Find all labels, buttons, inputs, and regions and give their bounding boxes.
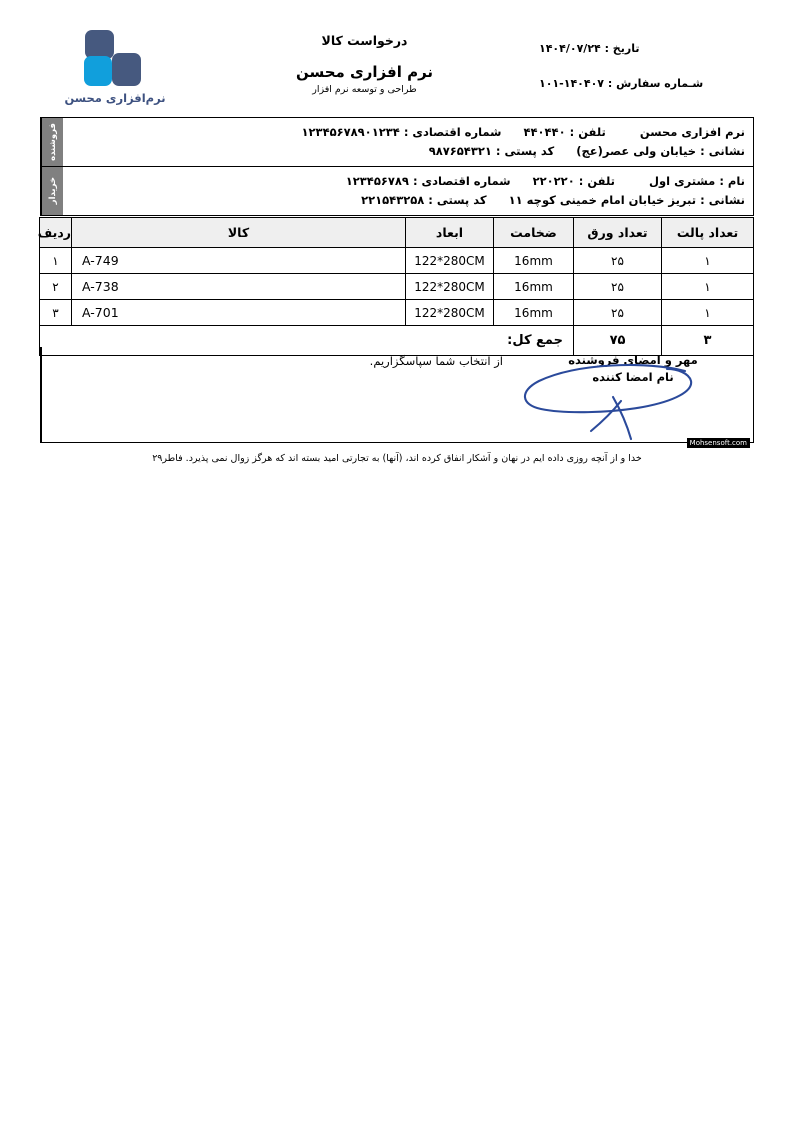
cell-kala: A-738 [72,274,406,300]
thanks-area [41,347,513,442]
cell-kala: A-749 [72,248,406,274]
title-block [190,28,539,96]
seller-line-2 [71,142,745,161]
cell-radif: ۱ [40,248,72,274]
seller-line-1 [71,123,745,142]
cell-palet: ۱ [662,300,754,326]
buyer-tab [41,167,63,215]
buyer-name-value: مشتری اول [649,173,716,188]
buyer-line-1 [71,172,745,191]
buyer-phone-label: تلفن : [578,173,615,188]
site-watermark: Mohsensoft.com [687,438,750,448]
column-header-varagh: تعداد ورق [574,218,662,248]
cell-abaad: 122*280CM [406,274,494,300]
company-name: نرم افزاری محسن [295,62,434,81]
logo-wordmark: نرم‌افزاری محسن [64,91,166,105]
signature-label-signer: نام امضا کننده [592,369,674,384]
brand-logo [40,28,190,105]
buyer-postal-value: ۲۲۱۵۴۳۲۵۸ [361,192,425,207]
buyer-line-2 [71,191,745,210]
seller-phone-label: تلفن : [569,125,606,139]
footer-box [40,347,754,443]
company-tagline: طراحی و توسعه نرم افزار [312,84,417,96]
signature-label-seller: مهر و امضای فروشنده [568,353,698,367]
table-row [40,248,754,274]
signature-area [513,347,753,442]
seller-row [41,118,753,166]
buyer-tab-label: خریدار [47,177,58,205]
goods-table-head [37,218,754,248]
logo-square-top [85,30,114,59]
document-header [40,28,754,114]
cell-radif: ۳ [40,300,72,326]
buyer-row [41,166,753,215]
cell-zekhamat: 16mm [494,248,574,274]
seller-phone-value: ۴۴۰۴۴۰ [523,125,566,139]
goods-table-body [40,248,754,356]
buyer-econ-value: ۱۲۳۴۵۶۷۸۹ [345,173,409,188]
total-palet: ۳ [662,326,754,356]
date-line: تاریخ : ۱۴۰۴/۰۷/۲۴ [539,42,640,55]
buyer-address-value: تبریز خیابان امام خمینی کوچه ۱۱ [508,192,697,207]
seller-name: نرم افزاری محسن [639,125,745,139]
buyer-phone-value: ۲۲۰۲۲۰ [532,173,575,188]
cell-zekhamat: 16mm [494,300,574,326]
column-header-kala: کالا [72,218,406,248]
buyer-name-label: نام : [719,173,745,188]
buyer-econ-label: شماره اقتصادی : [412,173,511,188]
column-header-zekhamat: ضخامت [494,218,574,248]
table-row [40,300,754,326]
seller-details [63,118,753,166]
quran-verse: خدا و از آنچه روزی داده ایم در نهان و آشکار انفاق کرده اند، (آنها) به تجارتی امید بسته اند که هرگز زوال نمی پذیرد. فاطر۲۹ [152,453,642,464]
cell-palet: ۱ [662,248,754,274]
seller-postal-label: کد پستی : [495,143,555,158]
logo-mark-icon [79,30,151,88]
handwritten-signature [517,357,753,441]
document-meta [539,28,754,90]
cell-kala: A-701 [72,300,406,326]
cell-zekhamat: 16mm [494,274,574,300]
table-row [40,274,754,300]
seller-tab [41,118,63,166]
buyer-address-label: نشانی : [700,192,745,207]
column-header-palet: تعداد پالت [662,218,754,248]
cell-abaad: 122*280CM [406,248,494,274]
page-title: درخواست کالا [321,33,408,48]
cell-varagh: ۲۵ [574,300,662,326]
seller-postal-value: ۹۸۷۶۵۴۳۲۱ [428,143,492,158]
seller-address-label: نشانی : [700,143,745,158]
parties-box [40,117,754,216]
order-number-line: شـماره سفارش : ۱۴۰۴۰۷-۱۰۱ [539,77,704,90]
column-header-abaad: ابعاد [406,218,494,248]
goods-header-row [40,218,754,248]
logo-square-right [112,53,141,86]
cell-radif: ۲ [40,274,72,300]
goods-table [39,217,754,356]
thanks-text: از انتخاب شما سپاسگزاریم. [369,354,503,368]
seller-econ-value: ۱۲۳۴۵۶۷۸۹۰۱۲۳۴ [301,125,400,139]
logo-square-accent [84,56,112,86]
cell-varagh: ۲۵ [574,274,662,300]
cell-abaad: 122*280CM [406,300,494,326]
cell-varagh: ۲۵ [574,248,662,274]
total-varagh: ۷۵ [574,326,662,356]
column-header-radif: ردیف [40,218,72,248]
seller-tab-label: فروشنده [47,123,58,161]
seller-econ-label: شماره اقتصادی : [403,125,502,139]
buyer-details [63,167,753,215]
total-label: جمع کل: [40,326,574,356]
seller-address-value: خیابان ولی عصر(عج) [576,143,697,158]
cell-palet: ۱ [662,274,754,300]
buyer-postal-label: کد پستی : [428,192,487,207]
